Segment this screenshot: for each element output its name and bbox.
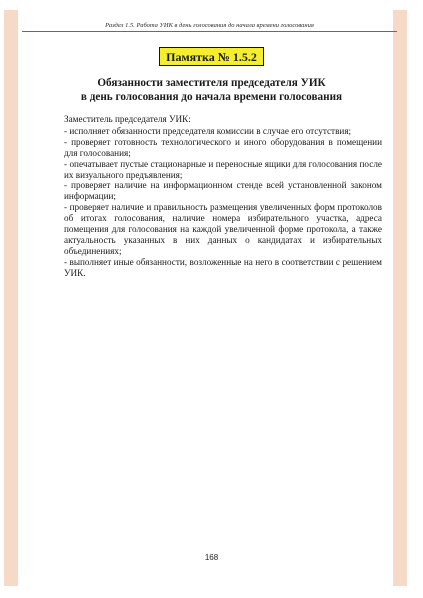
running-header: Раздел 1.5. Работа УИК в день голосования до начала времени голосования — [22, 22, 397, 32]
memo-label: Памятка № 1.5.2 — [159, 47, 264, 66]
right-margin-band — [393, 10, 407, 586]
body-text — [64, 114, 382, 279]
title-line-2: в день голосования до начала времени голосования — [80, 91, 343, 103]
document-title — [40, 76, 383, 104]
duty-item-4: - проверяет наличие на информационном стенде всей установленной законом информации; — [64, 180, 382, 202]
duty-item-5: - проверяет наличие и правильность размещения увеличенных форм протоколов об итогах голосования, наличие номера избирательного участка, адреса помещения для голосования на каждой увеличенной форме протокола, а также актуальность указанных в них данных о кандидатах и избирательных объединениях; — [64, 202, 382, 256]
body-intro: Заместитель председателя УИК: — [64, 114, 191, 124]
page-number: 168 — [204, 553, 219, 562]
duty-item-2: - проверяет готовность технологического и иного оборудования в помещении для голосования; — [64, 136, 382, 158]
duty-item-3: - опечатывает пустые стационарные и переносные ящики для голосования после их визуального предъявления; — [64, 158, 382, 180]
duty-item-1: - исполняет обязанности председателя комиссии в случае его отсутствия; — [64, 125, 352, 136]
title-line-1: Обязанности заместителя председателя УИК — [97, 77, 326, 89]
memo-label-container — [0, 47, 423, 66]
left-margin-band — [4, 10, 18, 586]
duty-item-6: - выполняет иные обязанности, возложенные на него в соответствии с решением УИК. — [64, 256, 382, 278]
